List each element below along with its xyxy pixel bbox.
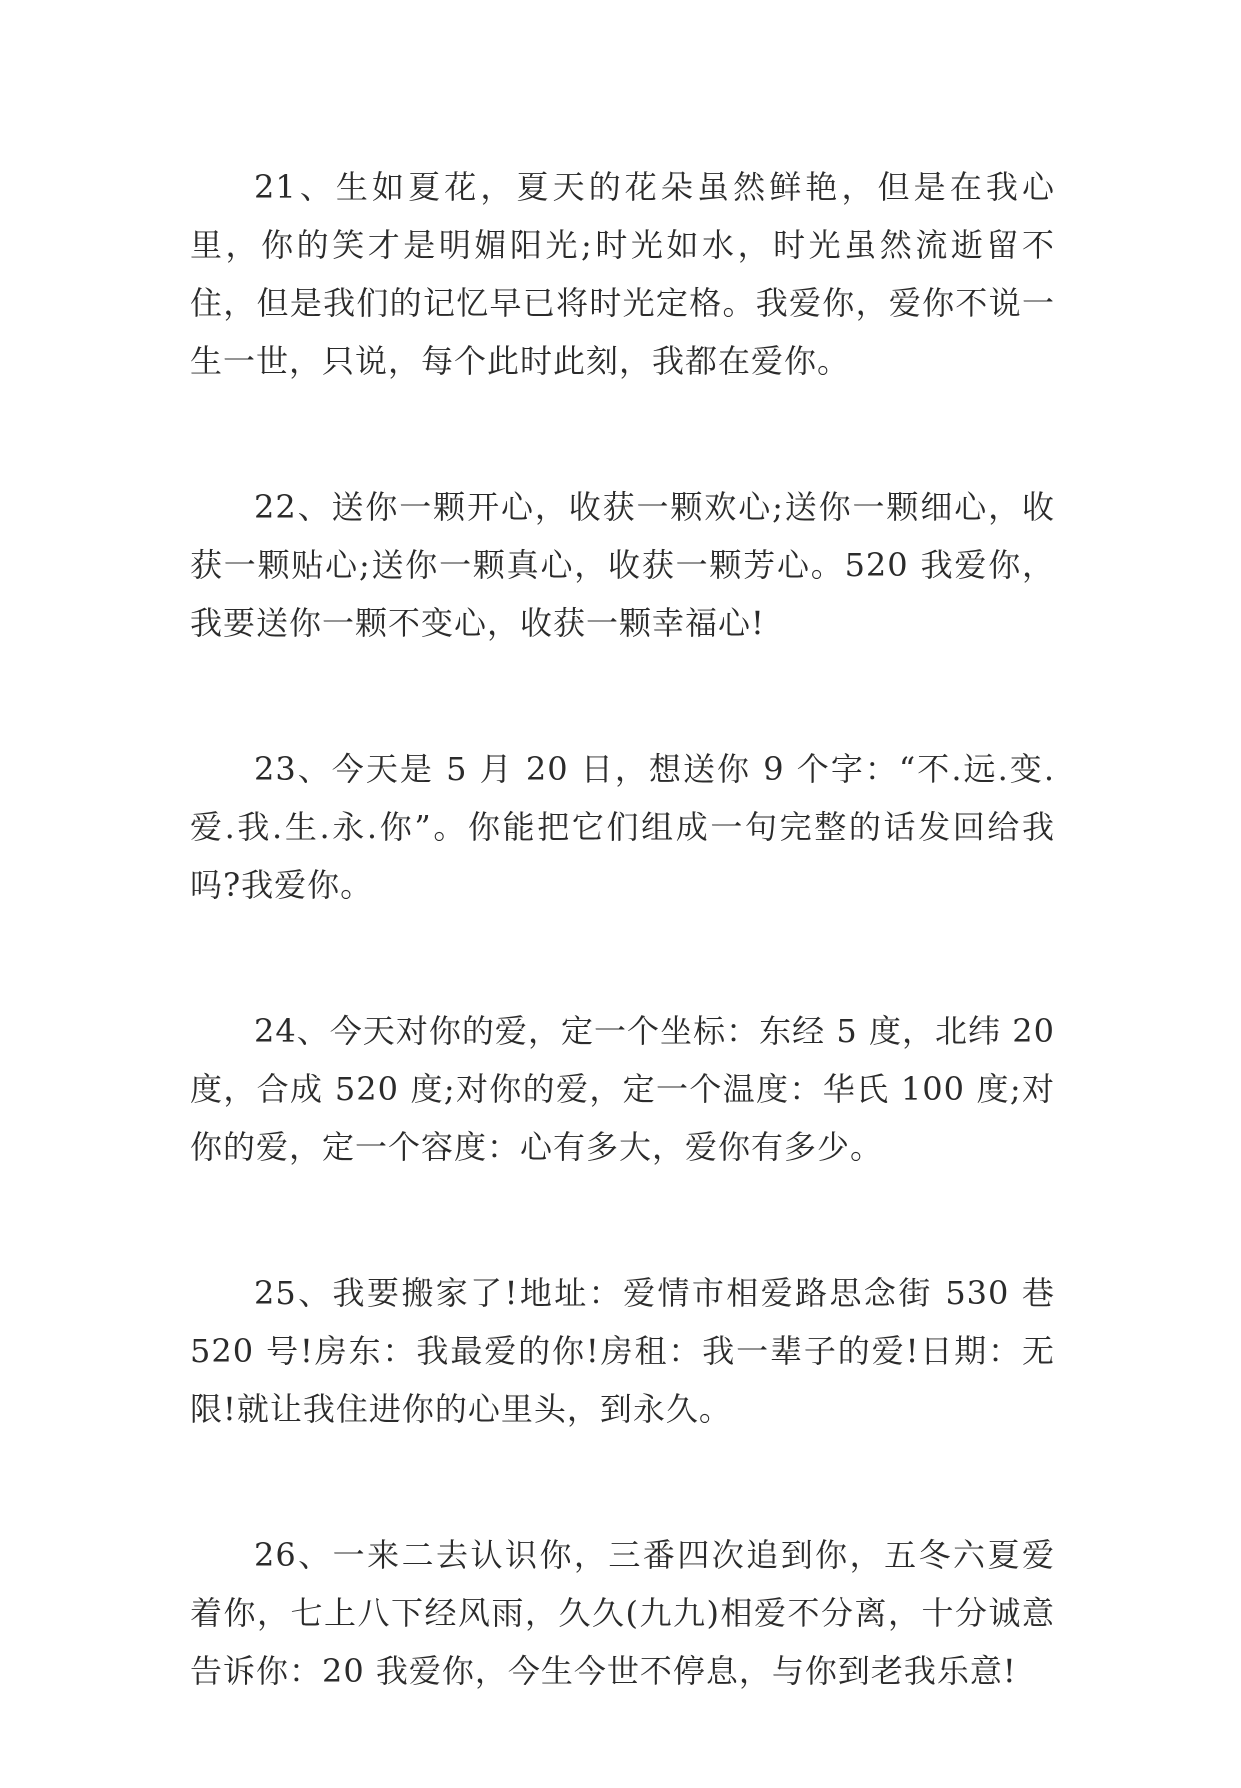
paragraph-22: 22、送你一颗开心，收获一颗欢心;送你一颗细心，收获一颗贴心;送你一颗真心，收获一颗芳心。520 我爱你，我要送你一颗不变心，收获一颗幸福心! <box>190 488 1055 642</box>
document-body <box>190 158 1055 1788</box>
paragraph-25: 25、我要搬家了!地址：爱情市相爱路思念街 530 巷 520 号!房东：我最爱的你!房租：我一辈子的爱!日期：无限!就让我住进你的心里头，到永久。 <box>190 1274 1055 1428</box>
paragraph-23: 23、今天是 5 月 20 日，想送你 9 个字：“不.远.变.爱.我.生.永.你”。你能把它们组成一句完整的话发回给我吗?我爱你。 <box>190 750 1055 904</box>
paragraph-24: 24、今天对你的爱，定一个坐标：东经 5 度，北纬 20 度，合成 520 度;对你的爱，定一个温度：华氏 100 度;对你的爱，定一个容度：心有多大，爱你有多少。 <box>190 1012 1055 1166</box>
paragraph-21: 21、生如夏花，夏天的花朵虽然鲜艳，但是在我心里，你的笑才是明媚阳光;时光如水，时光虽然流逝留不住，但是我们的记忆早已将时光定格。我爱你，爱你不说一生一世，只说，每个此时此刻，我都在爱你。 <box>190 168 1055 380</box>
paragraph-26: 26、一来二去认识你，三番四次追到你，五冬六夏爱着你，七上八下经风雨，久久(九九)相爱不分离，十分诚意告诉你：20 我爱你，今生今世不停息，与你到老我乐意! <box>190 1536 1055 1690</box>
